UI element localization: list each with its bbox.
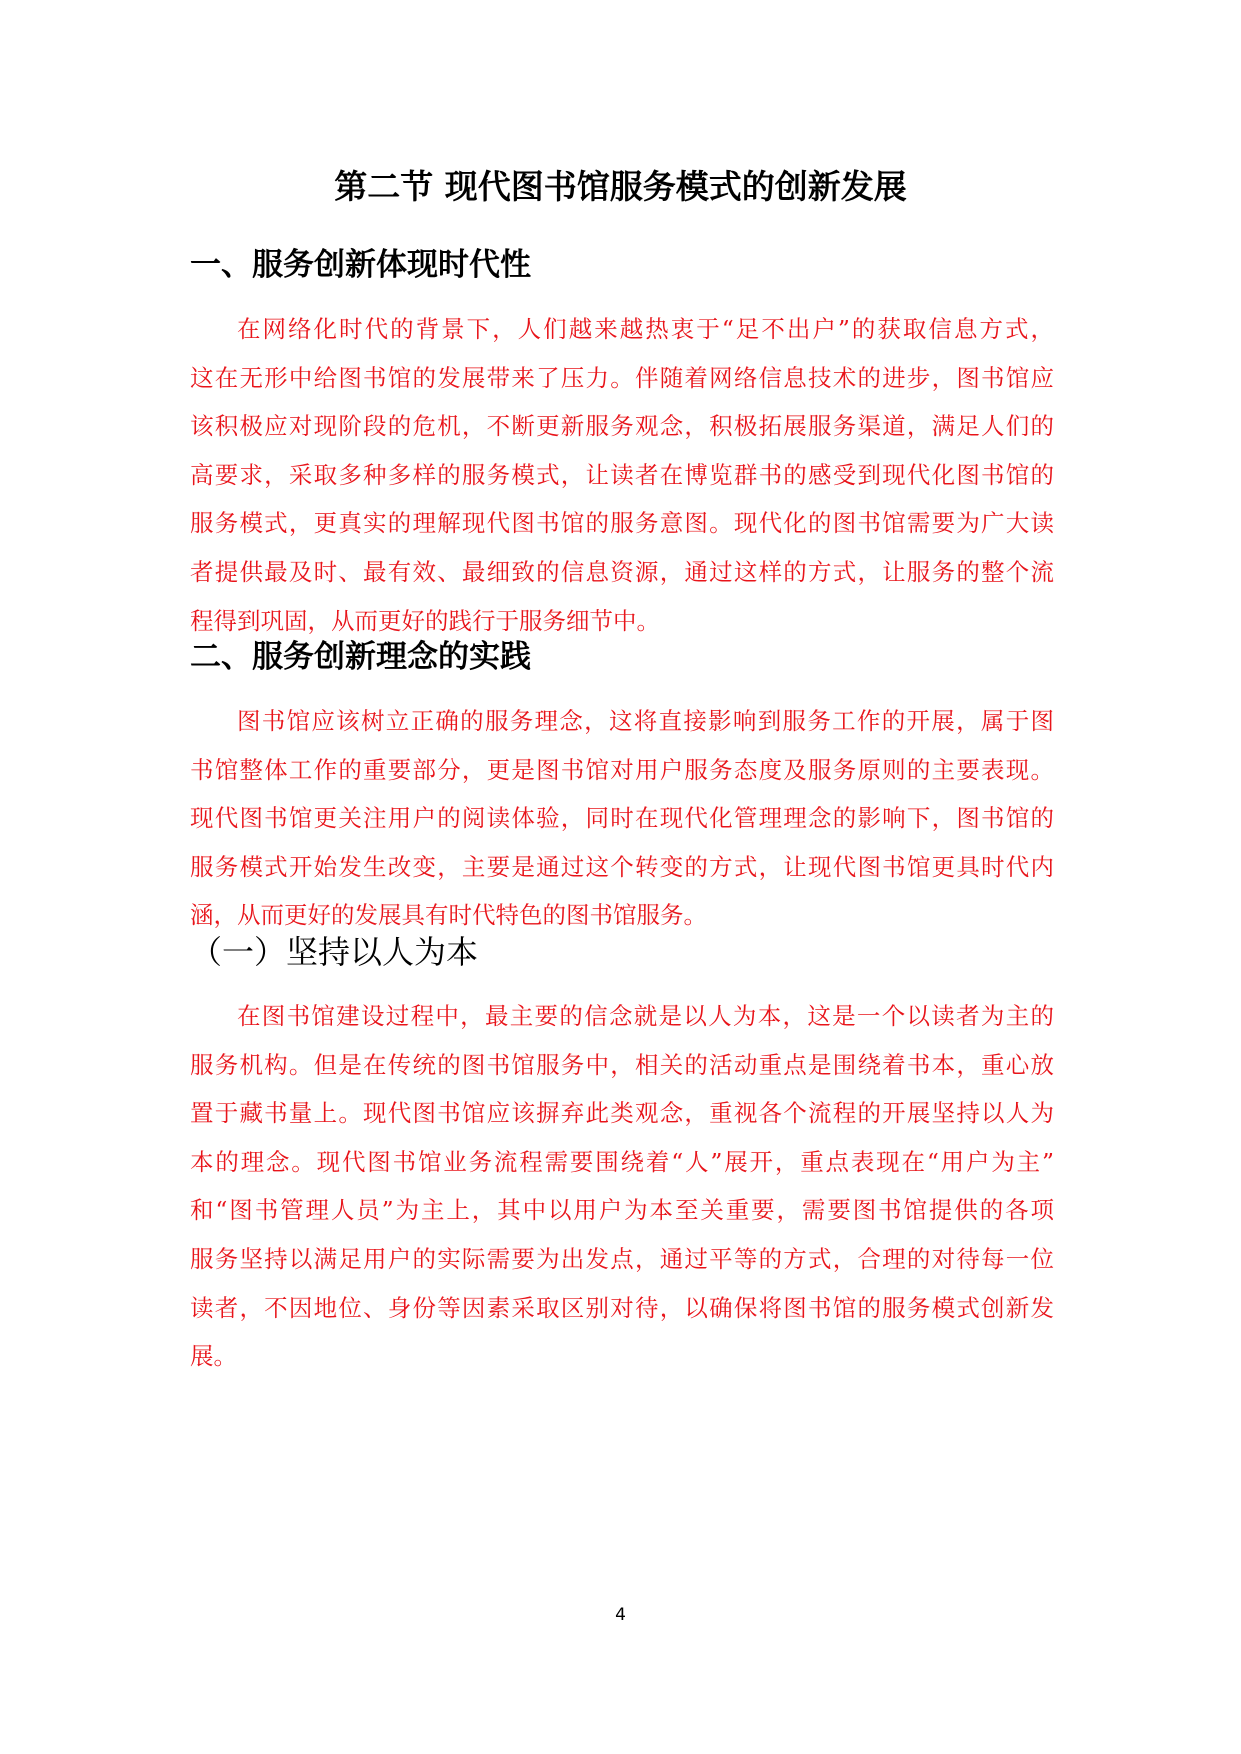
paragraph-line: 者提供最及时、最有效、最细致的信息资源，通过这样的方式，让服务的整个流 [190,557,1054,586]
section-title: 第二节 现代图书馆服务模式的创新发展 [334,167,907,206]
paragraph-line: 这在无形中给图书馆的发展带来了压力。伴随着网络信息技术的进步，图书馆应 [190,363,1054,392]
paragraph-line: 服务坚持以满足用户的实际需要为出发点，通过平等的方式，合理的对待每一位 [190,1244,1054,1273]
paragraph-line: 置于藏书量上。现代图书馆应该摒弃此类观念，重视各个流程的开展坚持以人为 [190,1099,1054,1128]
paragraph-line: 读者，不因地位、身份等因素采取区别对待，以确保将图书馆的服务模式创新发 [190,1293,1054,1322]
paragraph-line: 和“图书管理人员”为主上，其中以用户为本至关重要，需要图书馆提供的各项 [190,1196,1054,1225]
paragraph-line: 在网络化时代的背景下，人们越来越热衷于“足不出户”的获取信息方式， [237,315,1054,343]
paragraph-line: 程得到巩固，从而更好的践行于服务细节中。 [190,606,660,635]
paragraph-line: 在图书馆建设过程中，最主要的信念就是以人为本，这是一个以读者为主的 [237,1002,1054,1030]
paragraph-line: 涵，从而更好的发展具有时代特色的图书馆服务。 [190,901,707,930]
paragraph-line: 服务模式，更真实的理解现代图书馆的服务意图。现代化的图书馆需要为广大读 [190,509,1054,538]
subheading-people-oriented: （一）坚持以人为本 [190,933,479,971]
paragraph-line: 高要求，采取多种多样的服务模式，让读者在博览群书的感受到现代化图书馆的 [190,460,1054,489]
paragraph-line: 本的理念。现代图书馆业务流程需要围绕着“人”展开，重点表现在“用户为主” [190,1147,1054,1176]
paragraph-line: 该积极应对现阶段的危机，不断更新服务观念，积极拓展服务渠道，满足人们的 [190,412,1054,441]
paragraph-line: 展。 [190,1342,237,1371]
paragraph-3 [190,992,1054,1381]
paragraph-2 [190,697,1054,940]
paragraph-line: 服务模式开始发生改变，主要是通过这个转变的方式，让现代图书馆更具时代内 [190,852,1054,881]
paragraph-line: 图书馆应该树立正确的服务理念，这将直接影响到服务工作的开展，属于图 [237,707,1054,735]
page-number: 4 [615,1605,626,1625]
heading-service-innovation-era: 一、服务创新体现时代性 [190,247,531,283]
paragraph-line: 服务机构。但是在传统的图书馆服务中，相关的活动重点是围绕着书本，重心放 [190,1050,1054,1079]
paragraph-line: 现代图书馆更关注用户的阅读体验，同时在现代化管理理念的影响下，图书馆的 [190,804,1054,833]
paragraph-1 [190,305,1054,645]
paragraph-line: 书馆整体工作的重要部分，更是图书馆对用户服务态度及服务原则的主要表现。 [190,755,1054,784]
heading-service-innovation-practice: 二、服务创新理念的实践 [190,639,531,675]
